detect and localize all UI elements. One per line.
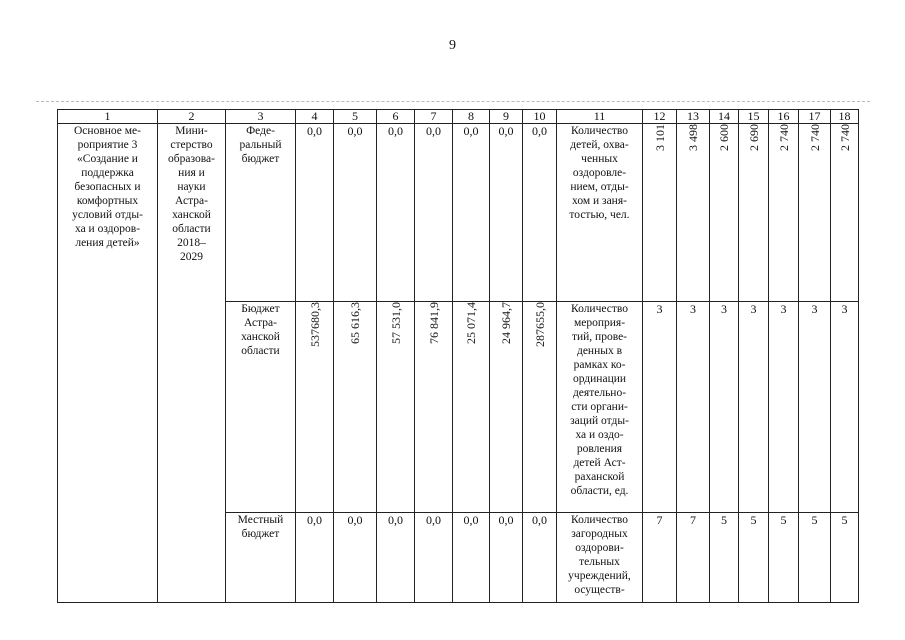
- amount-cell: [415, 302, 453, 513]
- amount-text: 537680,3: [307, 302, 322, 347]
- amount-cell: 0,0: [334, 124, 377, 302]
- indicator-value: 5: [710, 513, 739, 603]
- page-number: 9: [449, 38, 456, 53]
- column-number: 13: [677, 110, 710, 124]
- amount-cell: 0,0: [453, 124, 490, 302]
- amount-text: 24 964,7: [499, 302, 513, 344]
- amount-cell: [296, 302, 334, 513]
- indicator-value: 3: [769, 302, 799, 513]
- column-number: 9: [490, 110, 523, 124]
- funding-source: Местный бюджет: [226, 513, 296, 603]
- amount-cell: 0,0: [334, 513, 377, 603]
- indicator-value: 3: [710, 302, 739, 513]
- amount-cell: 0,0: [296, 513, 334, 603]
- column-number: 18: [831, 110, 859, 124]
- column-number: 16: [769, 110, 799, 124]
- indicator-value: 3: [677, 302, 710, 513]
- indicator-value: [739, 124, 769, 302]
- column-number: 5: [334, 110, 377, 124]
- indicator-value: 3: [739, 302, 769, 513]
- amount-cell: 0,0: [377, 513, 415, 603]
- column-number: 7: [415, 110, 453, 124]
- amount-cell: [334, 302, 377, 513]
- indicator-name: Количество загородных оздорови- тельных учреждений, осуществ-: [557, 513, 643, 603]
- indicator-name: Количество мероприя- тий, прове- денных в рамках ко- ординации деятельно- сти органи- заций отды- ха и оздо- ровления детей Аст- раханской области, ед.: [557, 302, 643, 513]
- amount-cell: 0,0: [296, 124, 334, 302]
- indicator-value-text: 2 740: [837, 124, 852, 151]
- indicator-value-text: 3 101: [652, 124, 667, 151]
- amount-cell: 0,0: [523, 124, 557, 302]
- indicator-value: 3: [643, 302, 677, 513]
- column-number: 11: [557, 110, 643, 124]
- column-number: 6: [377, 110, 415, 124]
- amount-cell: 0,0: [415, 513, 453, 603]
- funding-source: Феде- ральный бюджет: [226, 124, 296, 302]
- indicator-value: [831, 124, 859, 302]
- column-number: 17: [799, 110, 831, 124]
- amount-cell: [453, 302, 490, 513]
- indicator-value: 5: [831, 513, 859, 603]
- indicator-value: [799, 124, 831, 302]
- amount-text: 65 616,3: [348, 302, 362, 344]
- program-table: [57, 109, 859, 603]
- indicator-value-text: 2 690: [746, 124, 761, 151]
- indicator-value: 5: [739, 513, 769, 603]
- amount-cell: 0,0: [377, 124, 415, 302]
- column-number: 10: [523, 110, 557, 124]
- indicator-value: 7: [643, 513, 677, 603]
- table-row: [58, 124, 859, 302]
- scan-rule-line: [36, 101, 870, 102]
- indicator-value: 3: [799, 302, 831, 513]
- indicator-value-text: 2 740: [807, 124, 822, 151]
- indicator-value: 7: [677, 513, 710, 603]
- amount-cell: [377, 302, 415, 513]
- amount-text: 57 531,0: [388, 302, 403, 344]
- indicator-value: 3: [831, 302, 859, 513]
- column-number: 15: [739, 110, 769, 124]
- indicator-value-text: 3 498: [686, 124, 700, 151]
- indicator-value: [677, 124, 710, 302]
- amount-cell: 0,0: [453, 513, 490, 603]
- indicator-value-text: 2 740: [776, 124, 791, 151]
- amount-text: 76 841,9: [426, 302, 441, 344]
- indicator-value: [769, 124, 799, 302]
- column-number-row: [58, 110, 859, 124]
- indicator-value: 5: [799, 513, 831, 603]
- amount-cell: 0,0: [490, 513, 523, 603]
- indicator-value: [710, 124, 739, 302]
- amount-text: 287655,0: [532, 302, 547, 347]
- indicator-value: [643, 124, 677, 302]
- responsible-executor: Мини- стерство образова- ния и науки Астра- ханской области 2018– 2029: [158, 124, 226, 603]
- indicator-value-text: 2 600: [717, 124, 731, 151]
- column-number: 8: [453, 110, 490, 124]
- indicator-name: Количество детей, охва- ченных оздоровле- нием, отды- хом и заня- тостью, чел.: [557, 124, 643, 302]
- amount-cell: [490, 302, 523, 513]
- column-number: 3: [226, 110, 296, 124]
- amount-cell: 0,0: [523, 513, 557, 603]
- column-number: 2: [158, 110, 226, 124]
- column-number: 4: [296, 110, 334, 124]
- column-number: 12: [643, 110, 677, 124]
- column-number: 14: [710, 110, 739, 124]
- indicator-value: 5: [769, 513, 799, 603]
- column-number: 1: [58, 110, 158, 124]
- amount-cell: 0,0: [415, 124, 453, 302]
- amount-cell: 0,0: [490, 124, 523, 302]
- funding-source: Бюджет Астра- ханской области: [226, 302, 296, 513]
- amount-text: 25 071,4: [464, 302, 478, 344]
- activity-name: Основное ме- роприятие 3 «Создание и поддержка безопасных и комфортных условий отды- ха и оздоров- ления детей»: [58, 124, 158, 603]
- amount-cell: [523, 302, 557, 513]
